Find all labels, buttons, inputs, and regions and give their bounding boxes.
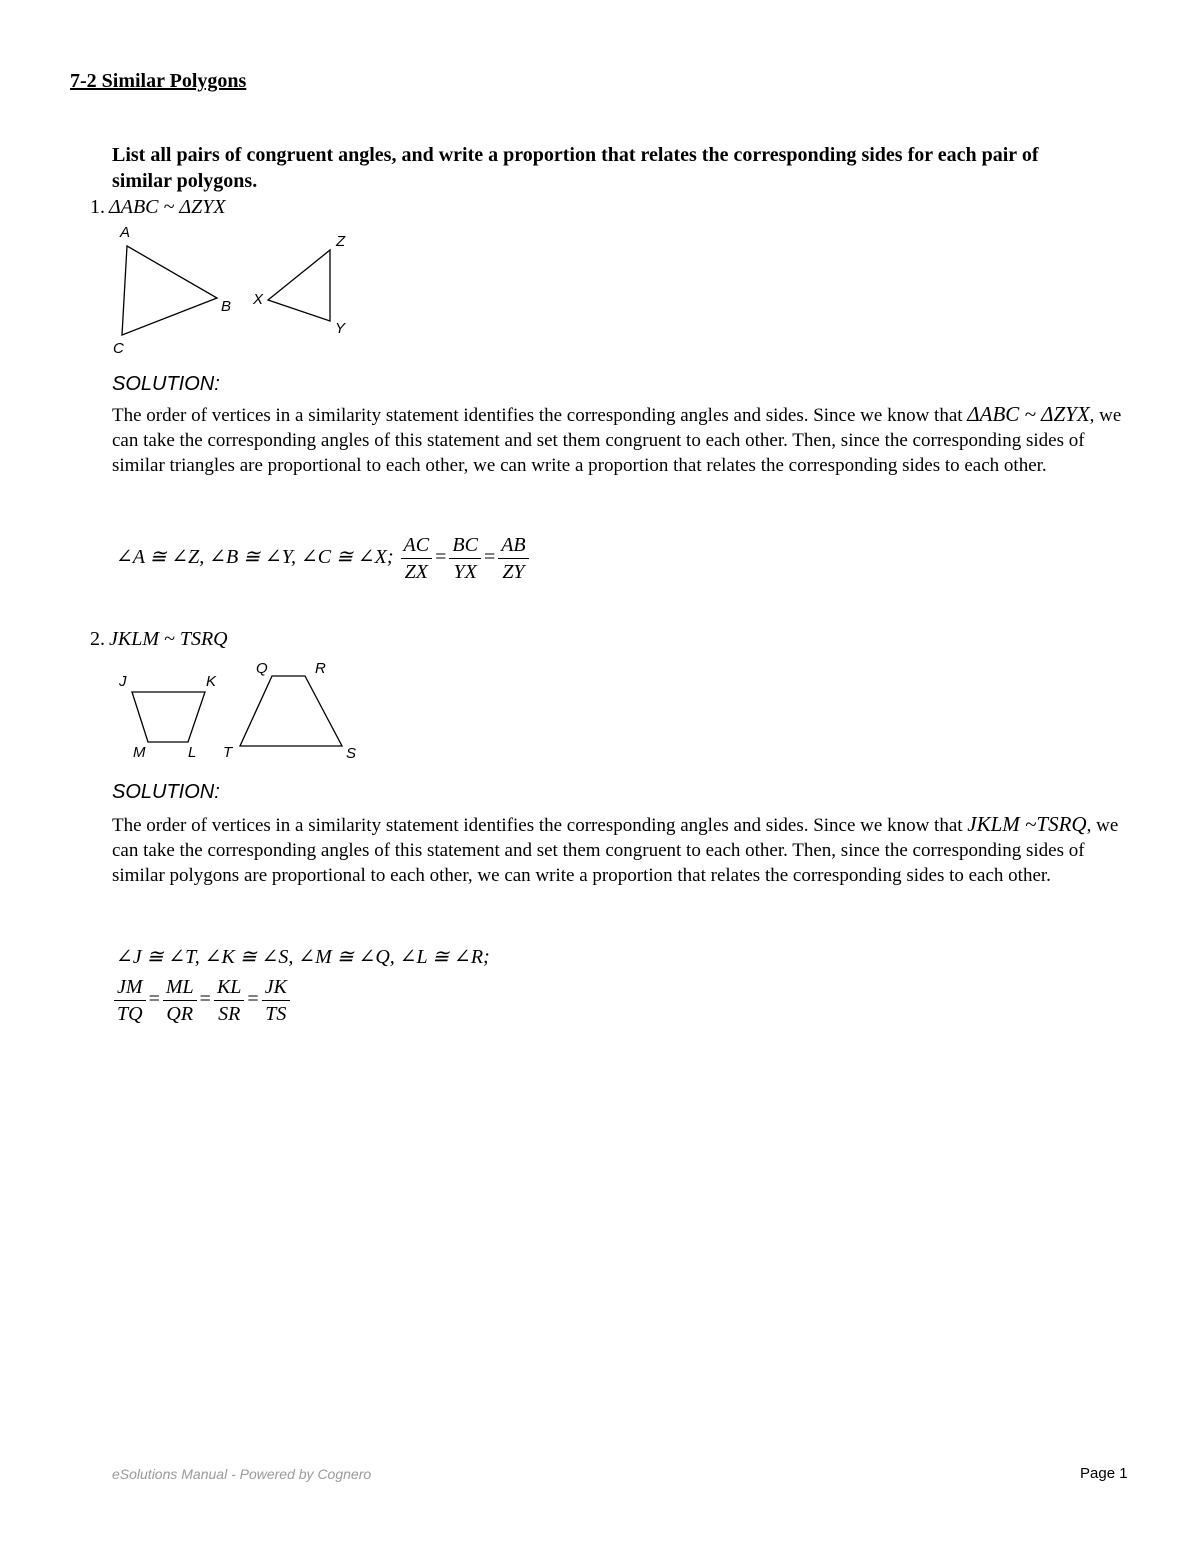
page-title: 7-2 Similar Polygons	[70, 70, 247, 92]
vertex-label-m: M	[133, 744, 146, 761]
fraction: $\frac{JK}{TS}$	[262, 974, 290, 1027]
fraction: $\frac{ML}{QR}$	[163, 974, 197, 1027]
equals-sign: =	[199, 988, 211, 1011]
angle-congruences-2: ∠J ≅ ∠T, ∠K ≅ ∠S, ∠M ≅ ∠Q, ∠L ≅ ∠R;	[116, 946, 490, 968]
instructions: List all pairs of congruent angles, and write a proportion that relates the corresponding sides for each pair of similar polygons.	[112, 144, 1039, 192]
vertex-label-c: C	[113, 340, 124, 357]
problem-number: 2.	[90, 628, 105, 650]
solution-statement: ΔABC ~ ΔZYX	[967, 402, 1090, 426]
problem-number: 1.	[90, 196, 105, 218]
proportion-2	[112, 974, 292, 1027]
fraction: $\frac{JM}{TQ}$	[114, 974, 146, 1027]
equals-sign: =	[247, 988, 259, 1011]
equals-sign: =	[435, 546, 447, 569]
solution-text-2	[112, 812, 1122, 888]
fraction: $\frac{BC}{YX}$	[449, 532, 481, 585]
solution-text-before: The order of vertices in a similarity statement identifies the corresponding angles and sides. Since we know that	[112, 405, 963, 426]
vertex-label-z: Z	[336, 233, 346, 250]
solution-text-before: The order of vertices in a similarity statement identifies the corresponding angles and sides. Since we know that	[112, 815, 963, 836]
vertex-label-r: R	[315, 660, 326, 677]
vertex-label-k: K	[206, 673, 217, 690]
quadrilateral-jklm	[132, 692, 205, 742]
vertex-label-b: B	[221, 298, 232, 315]
vertex-label-s: S	[346, 745, 357, 762]
fraction: $\frac{AC}{ZX}$	[401, 532, 433, 585]
fraction: $\frac{AB}{ZY}$	[498, 532, 528, 585]
vertex-label-x: X	[253, 291, 264, 308]
fraction: $\frac{KL}{SR}$	[214, 974, 244, 1027]
problem-2-header	[90, 628, 228, 651]
equals-sign: =	[483, 546, 496, 569]
angle-congruences: ∠A ≅ ∠Z, ∠B ≅ ∠Y, ∠C ≅ ∠X;	[116, 546, 394, 569]
answer-1	[116, 532, 531, 585]
vertex-label-t: T	[223, 744, 233, 761]
equals-sign: =	[148, 988, 160, 1011]
problem-statement: ΔABC ~ ΔZYX	[109, 196, 226, 218]
vertex-label-q: Q	[256, 660, 268, 677]
solution-text-1	[112, 402, 1122, 478]
triangle-abc	[122, 246, 217, 335]
solution-text-after: , we can take the corresponding angles of this statement and set them congruent to each other. Then, since the corresponding sides of similar triangles are proportional to each other, we can write a proportion that relates the corresponding sides to each other.	[112, 405, 1122, 476]
solution-statement: JKLM ~TSRQ	[967, 812, 1087, 836]
vertex-label-j: J	[119, 673, 127, 690]
solution-text-after: , we can take the corresponding angles of this statement and set them congruent to each other. Then, since the corresponding sides of similar polygons are proportional to each other, we can write a proportion that relates the corresponding sides to each other.	[112, 815, 1119, 886]
triangle-zyx	[268, 250, 330, 321]
triangle-figure-1	[100, 218, 360, 358]
footer-publisher: eSolutions Manual - Powered by Cognero	[112, 1466, 372, 1482]
page-number: Page 1	[1080, 1465, 1128, 1482]
problem-statement: JKLM ~ TSRQ	[109, 628, 228, 650]
solution-heading-1: SOLUTION:	[112, 373, 220, 395]
vertex-label-a: A	[120, 224, 131, 241]
solution-heading-2: SOLUTION:	[112, 781, 220, 803]
vertex-label-l: L	[188, 744, 197, 761]
problem-1-header	[90, 196, 226, 219]
vertex-label-y: Y	[335, 320, 346, 337]
quadrilateral-tsrq	[240, 676, 342, 746]
